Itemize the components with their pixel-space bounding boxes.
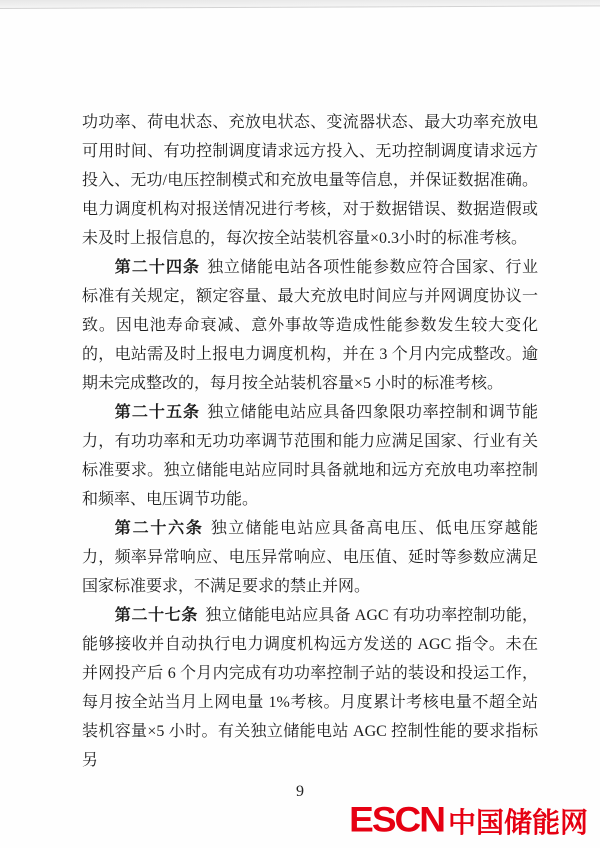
paragraph bbox=[82, 253, 538, 398]
paragraph bbox=[82, 601, 538, 775]
scan-artifact-top-edge bbox=[0, 0, 600, 9]
logo-chinese-text: 中国储能网 bbox=[447, 807, 588, 838]
article-number: 第二十四条 bbox=[114, 259, 201, 276]
paragraph bbox=[82, 398, 538, 514]
paragraph-text: 独立储能电站各项性能参数应符合国家、行业标准有关规定，额定容量、最大充放电时间应与并网调度协议一致。因电池寿命衰减、意外事故等造成性能参数发生较大变化的，电站需及时上报电力调度机构，并在 3 个月内完成整改。逾期未完成整改的，每月按全站装机容量×5 小时的标准考核。 bbox=[82, 259, 538, 392]
paragraph-text: 独立储能电站应具备高电压、低电压穿越能力，频率异常响应、电压异常响应、电压值、延时等参数应满足国家标准要求，不满足要求的禁止并网。 bbox=[82, 520, 538, 595]
escn-logo bbox=[349, 799, 588, 841]
paragraph bbox=[82, 514, 538, 601]
paragraph-text: 独立储能电站应具备 AGC 有功功率控制功能，能够接收并自动执行电力调度机构远方发送的 AGC 指令。未在并网投产后 6 个月内完成有功功率控制子站的装设和投运工作，每月按全站当月上网电量 1%考核。月度累计考核电量不超全站装机容量×5 小时。有关独立储能电站 AGC 控制性能的要求指标另 bbox=[82, 607, 538, 769]
paragraph-text: 功功率、荷电状态、充放电状态、变流器状态、最大功率充放电可用时间、有功控制调度请求远方投入、无功控制调度请求远方投入、无功/电压控制模式和充放电量等信息，并保证数据准确。电力调度机构对报送情况进行考核，对于数据错误、数据造假或未及时上报信息的，每次按全站装机容量×0.3小时的标准考核。 bbox=[82, 114, 538, 247]
paragraph bbox=[82, 108, 538, 253]
paragraph-text: 独立储能电站应具备四象限功率控制和调节能力，有功功率和无功功率调节范围和能力应满足国家、行业有关标准要求。独立储能电站应同时具备就地和远方充放电功率控制和频率、电压调节功能。 bbox=[82, 404, 538, 508]
article-number: 第二十七条 bbox=[114, 607, 199, 624]
article-number: 第二十五条 bbox=[114, 404, 201, 421]
document-body bbox=[82, 108, 538, 775]
article-number: 第二十六条 bbox=[114, 520, 204, 537]
page-number: 9 bbox=[296, 783, 304, 800]
logo-latin-text: ESCN bbox=[349, 799, 444, 840]
